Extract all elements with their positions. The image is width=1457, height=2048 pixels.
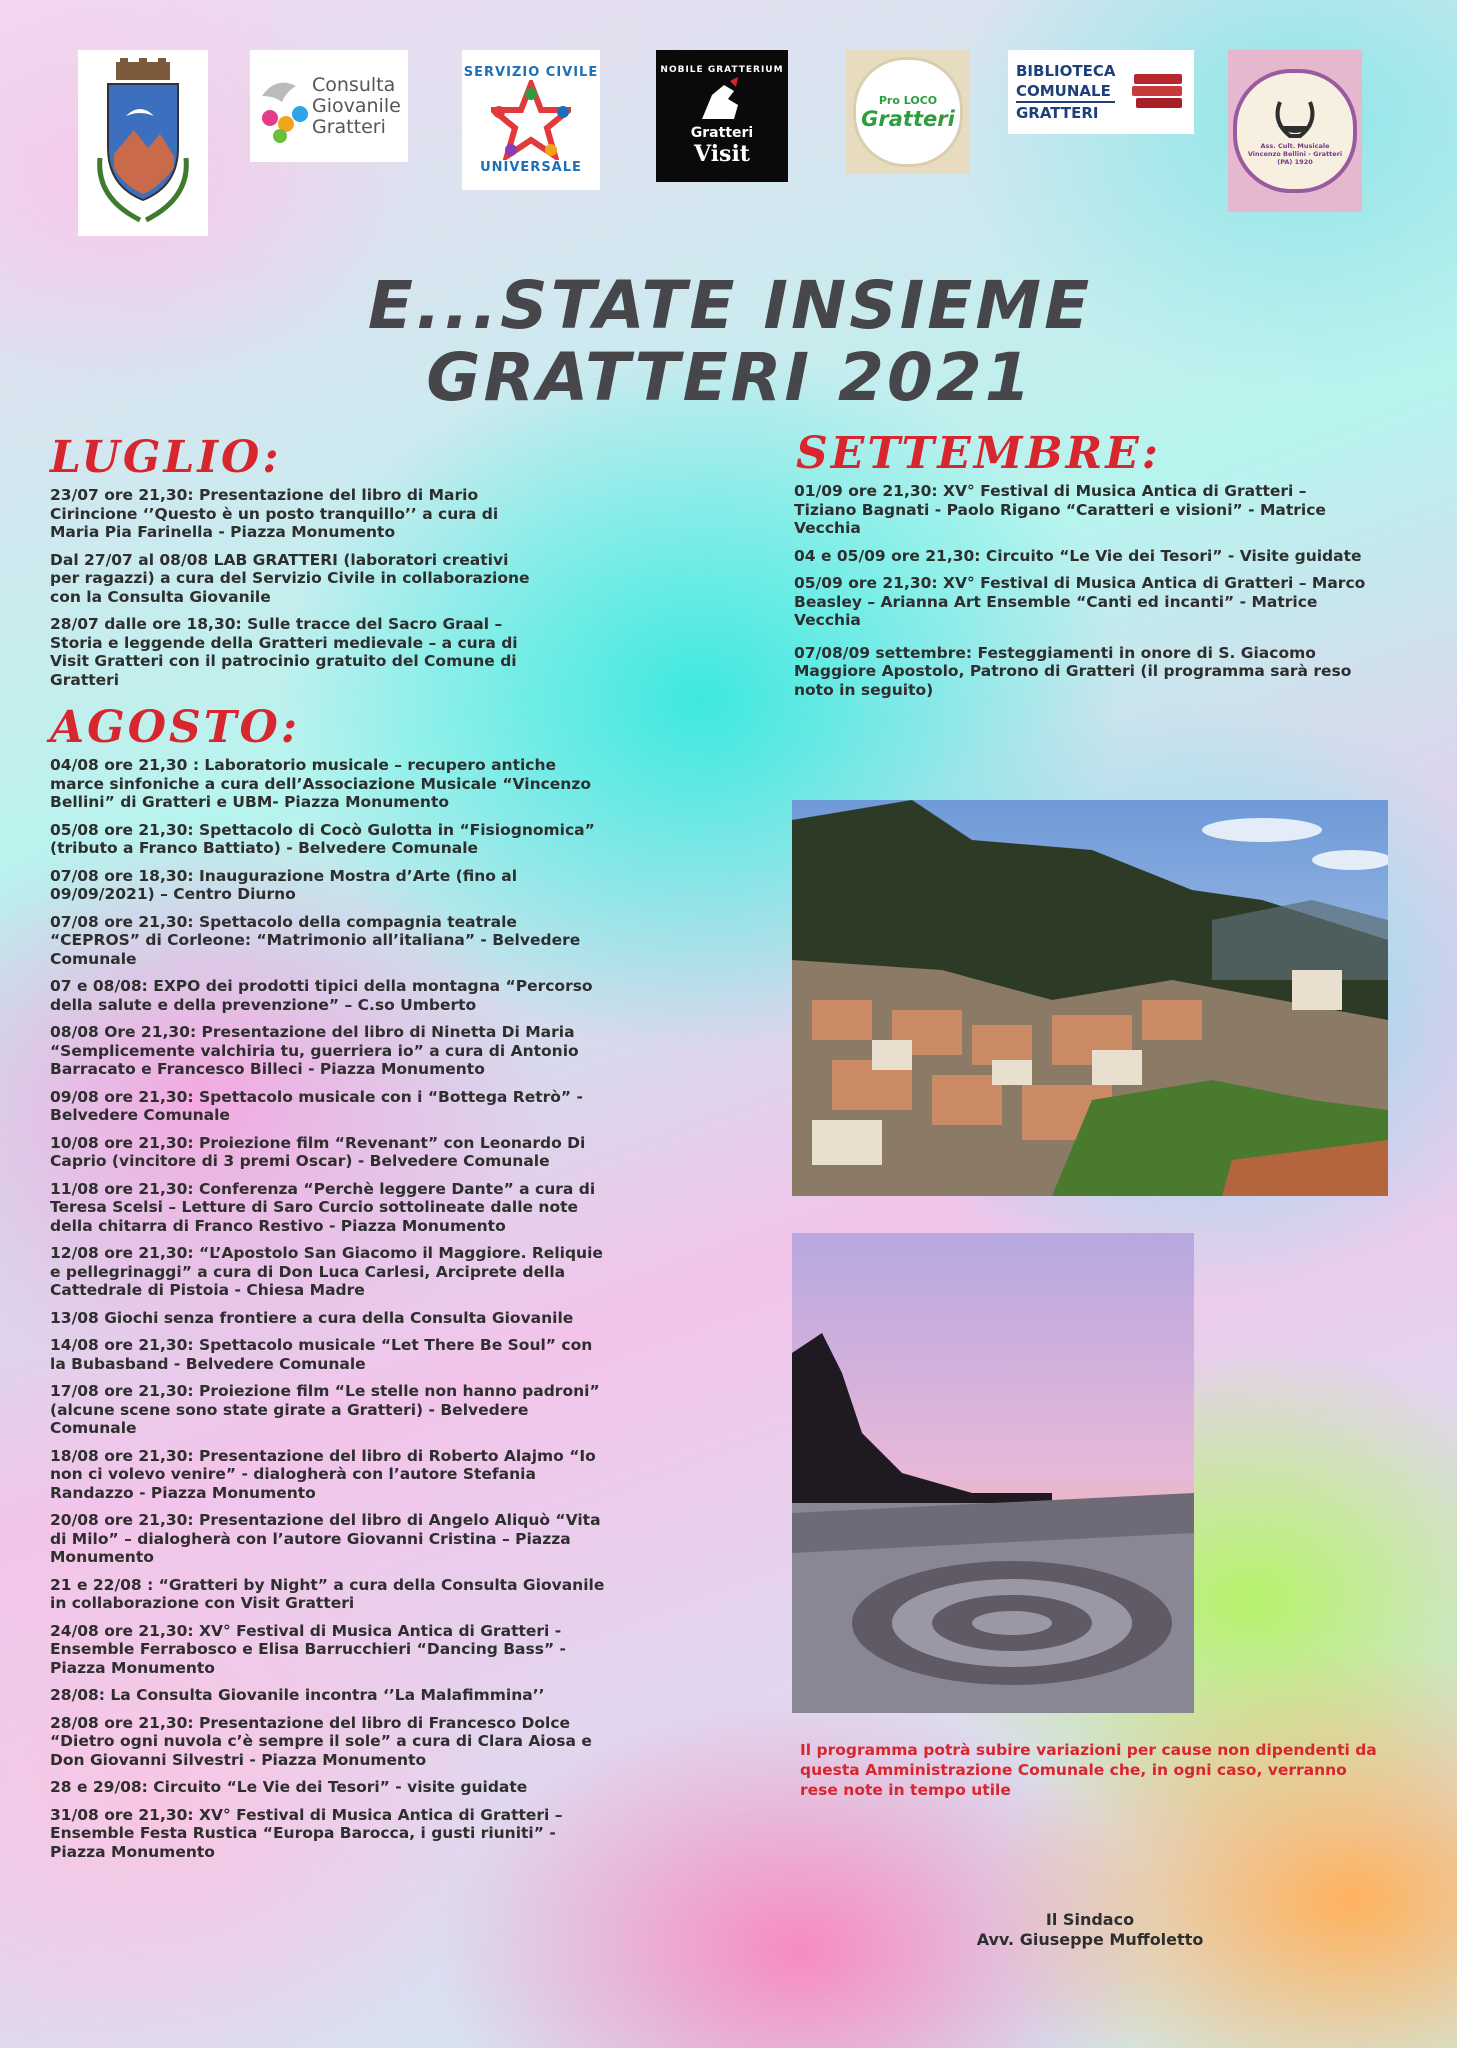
event-item: 08/08 Ore 21,30: Presentazione del libro di Ninetta Di Maria “Semplicemente valchiria tu, guerriera io” a cura di Antonio Barracato e Francesco Billeci - Piazza Monumento — [50, 1023, 579, 1078]
servizio-civile-logo — [462, 50, 600, 190]
luglio-events — [50, 486, 540, 698]
gratteri-village-photo — [792, 800, 1388, 1196]
settembre-events — [794, 482, 1374, 708]
servizio-top-text: SERVIZIO CIVILE — [463, 65, 599, 80]
signature-name: Avv. Giuseppe Muffoletto — [976, 1930, 1204, 1949]
pro-loco-logo — [846, 50, 970, 174]
visit-gratteri-logo — [656, 50, 788, 182]
event-item: 31/08 ore 21,30: XV° Festival di Musica Antica di Gratteri – Ensemble Festa Rustica “Europa Barocca, i gusti riuniti” - Piazza Monumento — [50, 1805, 563, 1861]
agosto-events — [50, 756, 610, 1870]
event-item: 07 e 08/08: EXPO dei prodotti tipici della montagna “Percorso della salute e della prevenzione” – C.so Umberto — [50, 977, 593, 1014]
event-item: 23/07 ore 21,30: Presentazione del libro di Mario Cirincione ‘’Questo è un posto tranquillo’’ a cura di Maria Pia Farinella - Piazza Monumento — [50, 486, 499, 541]
biblioteca-line3: GRATTERI — [1016, 104, 1099, 122]
biblioteca-line2: COMUNALE — [1016, 81, 1115, 103]
event-item: 28 e 29/08: Circuito “Le Vie dei Tesori” - visite guidate — [50, 1778, 528, 1796]
program-notice: Il programma potrà subire variazioni per cause non dipendenti da questa Amministrazione Comunale che, in ogni caso, verranno rese note in tempo utile — [800, 1741, 1377, 1799]
event-item: Dal 27/07 al 08/08 LAB GRATTERI (laboratori creativi per ragazzi) a cura del Servizio Civile in collaborazione con la Consulta Giovanile — [50, 550, 530, 606]
event-item: 07/08 ore 18,30: Inaugurazione Mostra d’Arte (fino al 09/09/2021) – Centro Diurno — [50, 866, 518, 903]
settembre-heading: SETTEMBRE: — [796, 428, 1162, 479]
servizio-bottom-text: UNIVERSALE — [480, 160, 582, 175]
biblioteca-line1: BIBLIOTECA — [1016, 62, 1116, 80]
lyre-icon — [1270, 96, 1320, 142]
consulta-giovanile-logo — [250, 50, 408, 162]
event-item: 18/08 ore 21,30: Presentazione del libro di Roberto Alajmo “Io non ci volevo venire” - dialogherà con l’autore Stefania Randazzo - Piazza Monumento — [50, 1446, 596, 1502]
consulta-line3: Gratteri — [312, 115, 386, 138]
associazione-bellini-logo — [1228, 50, 1362, 212]
bellini-text: Ass. Cult. Musicale Vincenzo Bellini - Gratteri (PA) 1920 — [1247, 142, 1343, 166]
event-item: 13/08 Giochi senza frontiere a cura della Consulta Giovanile — [50, 1308, 574, 1327]
event-item: 14/08 ore 21,30: Spettacolo musicale “Let There Be Soul” con la Bubasband - Belvedere Comunale — [50, 1336, 593, 1373]
visit-top-text: NOBILE GRATTERIUM — [660, 65, 784, 75]
proloco-line2: Gratteri — [861, 106, 955, 131]
books-icon — [1130, 64, 1186, 120]
event-item: 05/09 ore 21,30: XV° Festival di Musica Antica di Gratteri – Marco Beasley – Arianna Art Ensemble “Canti ed incanti” - Matrice Vecchia — [794, 574, 1366, 629]
star-icon — [491, 80, 571, 160]
event-item: 12/08 ore 21,30: “L’Apostolo San Giacomo il Maggiore. Reliquie e pellegrinaggi” a cura di Don Luca Carlesi, Arciprete della Cattedrale di Pistoia - Chiesa Madre — [50, 1244, 603, 1299]
sunset-belvedere-photo — [792, 1233, 1194, 1713]
event-item: 07/08/09 settembre: Festeggiamenti in onore di S. Giacomo Maggiore Apostolo, Patrono di Gratteri (il programma sarà reso noto in seguito) — [794, 643, 1352, 699]
event-item: 10/08 ore 21,30: Proiezione film “Revenant” con Leonardo Di Caprio (vincitore di 3 premi Oscar) - Belvedere Comunale — [50, 1133, 586, 1170]
event-item: 20/08 ore 21,30: Presentazione del libro di Angelo Aliquò “Vita di Milo” – dialogherà con l’autore Giovanni Cristina – Piazza Monumento — [50, 1511, 601, 1566]
event-item: 07/08 ore 21,30: Spettacolo della compagnia teatrale “CEPROS” di Corleone: “Matrimonio all’italiana” - Belvedere Comunale — [50, 912, 581, 968]
event-item: 28/08: La Consulta Giovanile incontra ‘’La Malafimmina’’ — [50, 1686, 545, 1704]
event-item: 21 e 22/08 : “Gratteri by Night” a cura della Consulta Giovanile in collaborazione con Visit Gratteri — [50, 1575, 605, 1612]
luglio-heading: LUGLIO: — [50, 432, 282, 483]
agosto-heading: AGOSTO: — [50, 702, 301, 753]
event-title — [300, 267, 1160, 416]
visit-line1: Gratteri — [690, 125, 754, 141]
biblioteca-comunale-logo — [1008, 50, 1194, 134]
title-line1: E...STATE INSIEME — [367, 267, 1093, 344]
comune-stemma-logo — [78, 50, 208, 236]
mayor-signature — [940, 1910, 1240, 1950]
consulta-line2: Giovanile — [312, 94, 401, 117]
proloco-line1: Pro LOCO — [878, 93, 938, 107]
event-item: 01/09 ore 21,30: XV° Festival di Musica Antica di Gratteri – Tiziano Bagnati - Paolo Rigano “Caratteri e visioni” - Matrice Vecchia — [794, 482, 1326, 537]
visit-line2: Visit — [694, 141, 750, 167]
signature-role: Il Sindaco — [1045, 1910, 1135, 1929]
event-item: 04 e 05/09 ore 21,30: Circuito “Le Vie dei Tesori” - Visite guidate — [794, 546, 1362, 565]
title-line2: GRATTERI 2021 — [426, 339, 1034, 416]
event-item: 11/08 ore 21,30: Conferenza “Perchè leggere Dante” a cura di Teresa Scelsi – Letture di Saro Curcio sottolineate dalle note della chitarra di Franco Restivo - Piazza Monumento — [50, 1179, 596, 1235]
event-item: 24/08 ore 21,30: XV° Festival di Musica Antica di Gratteri - Ensemble Ferrabosco e Elisa Barrucchieri “Dancing Bass” - Piazza Monumento — [50, 1621, 566, 1677]
event-item: 17/08 ore 21,30: Proiezione film “Le stelle non hanno padroni” (alcune scene sono state girate a Gratteri) - Belvedere Comunale — [50, 1382, 600, 1437]
event-item: 09/08 ore 21,30: Spettacolo musicale con i “Bottega Retrò” - Belvedere Comunale — [50, 1087, 583, 1124]
knight-horse-icon — [694, 75, 750, 125]
event-item: 28/07 dalle ore 18,30: Sulle tracce del Sacro Graal – Storia e leggende della Gratteri medievale – a cura di Visit Gratteri con il patrocinio gratuito del Comune di Gratteri — [50, 615, 518, 689]
consulta-line1: Consulta — [312, 73, 396, 96]
event-item: 05/08 ore 21,30: Spettacolo di Cocò Gulotta in “Fisiognomica” (tributo a Franco Battiato) - Belvedere Comunale — [50, 820, 595, 857]
dove-hands-icon — [256, 66, 312, 146]
coat-of-arms-icon — [88, 58, 198, 228]
event-item: 04/08 ore 21,30 : Laboratorio musicale – recupero antiche marce sinfoniche a cura dell’Associazione Musicale “Vincenzo Bellini” di Gratteri e UBM- Piazza Monumento — [50, 756, 592, 811]
event-item: 28/08 ore 21,30: Presentazione del libro di Francesco Dolce “Dietro ogni nuvola c’è sempre il sole” a cura di Clara Aiosa e Don Giovanni Silvestri - Piazza Monumento — [50, 1713, 592, 1769]
